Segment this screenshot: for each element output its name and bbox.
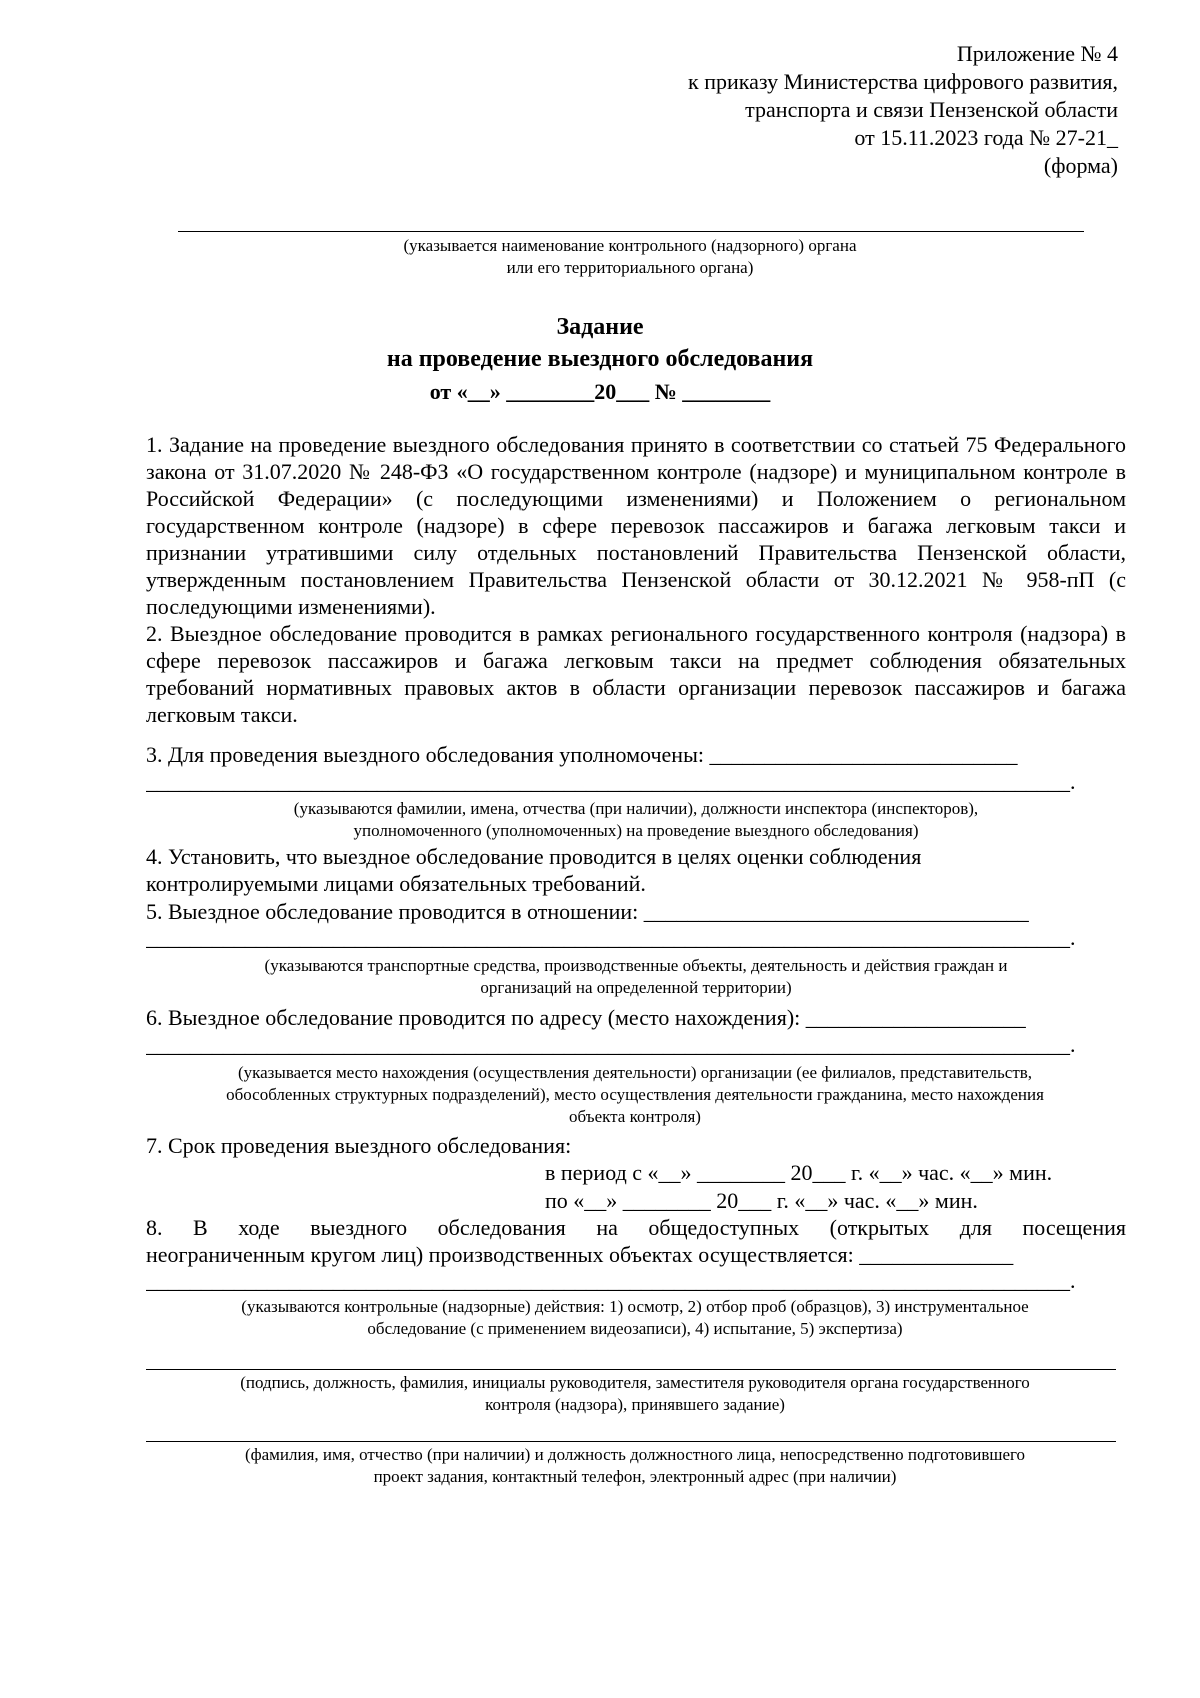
document-title: Задание (556, 314, 644, 340)
appendix-header (688, 40, 1118, 180)
section-8-caption: (указываются контрольные (надзорные) действия: 1) осмотр, 2) отбор проб (образцов), 3) инструментальное обследование (с применением видеозаписи), 4) испытание, 5) экспертиза) (241, 1297, 1029, 1338)
section-8-blank-line: ____________________________________________________________________________________. (146, 1268, 1076, 1293)
section-6-caption: (указывается место нахождения (осуществления деятельности) организации (ее филиалов, представительств, обособленных структурных подразделений), место осуществления деятельности гражданина, место нахождения объекта контроля) (226, 1063, 1044, 1126)
signature-2-line (146, 1441, 1116, 1442)
form-label: (форма) (1043, 153, 1118, 178)
order-reference: к приказу Министерства цифрового развития, (688, 69, 1118, 94)
section-3-caption: (указываются фамилии, имена, отчества (при наличии), должности инспектора (инспекторов), уполномоченного (уполномоченных) на проведение выездного обследования) (293, 799, 979, 840)
org-name-line (178, 231, 1084, 232)
section-6-blank-line: ____________________________________________________________________________________. (146, 1032, 1076, 1057)
section-8-text-line1: 8. В ходе выездного обследования на общедоступных (открытых для посещения (146, 1215, 1126, 1240)
document-subtitle: на проведение выездного обследования (386, 346, 814, 372)
section-1-text: 1. Задание на проведение выездного обследования принято в соответствии со статьей 75 Федерального закона от 31.07.2020 № 248-ФЗ «О государственном контроле (надзоре) и муниципальном контроле в Российской Федерации» (с последующими изменениями) и Положением о региональном государственном контроле (надзоре) в сфере перевозок пассажиров и багажа легковым такси и признании утратившими силу отдельных постановлений Правительства Пензенской области, утвержденным постановлением Правительства Пензенской области от 30.12.2021 № 958-пП (с последующими изменениями). (146, 432, 1126, 619)
section-6-text: 6. Выездное обследование проводится по адресу (место нахождения): ____________________ (146, 1005, 1026, 1030)
org-name-caption: (указывается наименование контрольного (надзорного) органа или его территориального органа) (403, 236, 857, 277)
order-date: от 15.11.2023 года № 27-21_ (854, 125, 1118, 150)
section-5-text: 5. Выездное обследование проводится в отношении: ___________________________________ (146, 899, 1029, 924)
signature-1-line (146, 1369, 1116, 1370)
section-3-text: 3. Для проведения выездного обследования уполномочены: ____________________________ (146, 742, 1018, 767)
section-5-caption: (указываются транспортные средства, производственные объекты, деятельность и действия граждан и организаций на определенной территории) (264, 956, 1008, 997)
section-8-text-line2: неограниченным кругом лиц) производственных объектах осуществляется: ______________ (146, 1242, 1014, 1267)
section-2-text: 2. Выездное обследование проводится в рамках регионального государственного контроля (надзора) в сфере перевозок пассажиров и багажа легковым такси на предмет соблюдения обязательных требований нормативных правовых актов в области организации перевозок пассажиров и багажа легковым такси. (146, 621, 1126, 727)
signature-1-caption: (подпись, должность, фамилия, инициалы руководителя, заместителя руководителя органа государственного контроля (надзора), принявшего задание) (240, 1373, 1030, 1414)
ministry-name: транспорта и связи Пензенской области (745, 97, 1118, 122)
section-7-period-end: по «__» ________ 20___ г. «__» час. «__» мин. (545, 1188, 978, 1213)
signature-2-caption: (фамилия, имя, отчество (при наличии) и должность должностного лица, непосредственно подготовившего проект задания, контактный телефон, электронный адрес (при наличии) (244, 1445, 1026, 1486)
section-7-period-start: в период с «__» ________ 20___ г. «__» час. «__» мин. (545, 1160, 1053, 1185)
section-7-text: 7. Срок проведения выездного обследования: (146, 1133, 572, 1158)
appendix-number: Приложение № 4 (956, 41, 1118, 66)
document-date-number: от «__» ________20___ № ________ (429, 379, 771, 404)
section-5-blank-line: ____________________________________________________________________________________. (146, 925, 1076, 950)
section-3-blank-line: ____________________________________________________________________________________. (146, 769, 1076, 794)
section-4-text: 4. Установить, что выездное обследование проводится в целях оценки соблюдения контролируемыми лицами обязательных требований. (146, 844, 922, 896)
